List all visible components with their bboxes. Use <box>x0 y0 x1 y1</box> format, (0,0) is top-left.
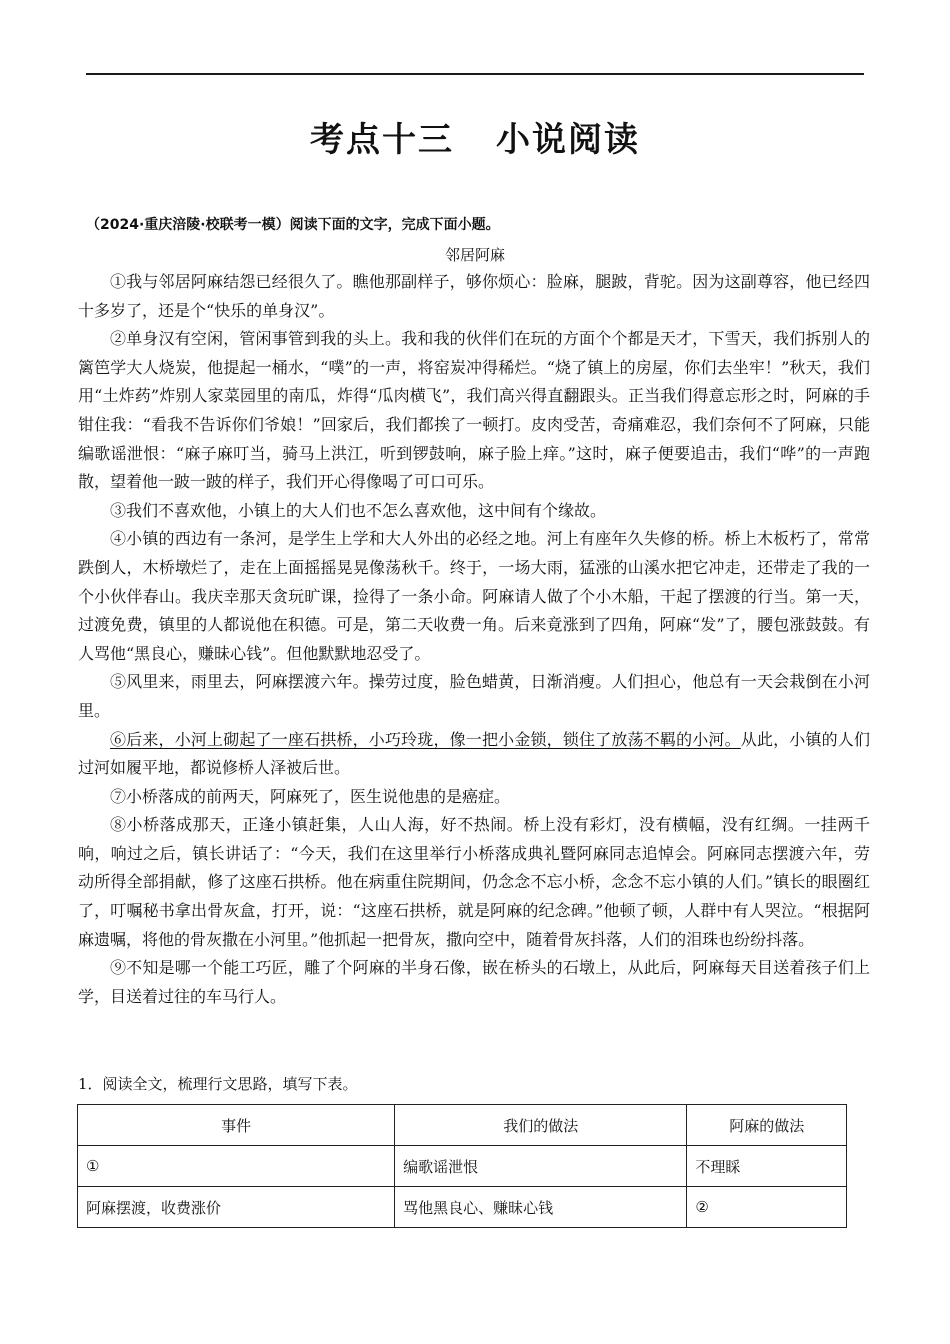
table-header-row <box>78 1105 847 1146</box>
paragraph-7: ⑦小桥落成的前两天，阿麻死了，医生说他患的是癌症。 <box>110 786 511 806</box>
table-cell: 编歌谣泄恨 <box>395 1146 687 1187</box>
header-cell-our-actions: 我们的做法 <box>395 1105 687 1146</box>
title-part-2: 小说阅读 <box>496 120 640 160</box>
paragraph-6 <box>78 726 870 783</box>
question-1: 1．阅读全文，梳理行文思路，填写下表。 <box>78 1075 358 1093</box>
table-row <box>78 1187 847 1228</box>
table-row <box>78 1146 847 1187</box>
paragraph-1: ①我与邻居阿麻结怨已经很久了。瞧他那副样子，够你烦心：脸麻，腿跛，背驼。因为这副尊容，他已经四十多岁了，还是个“快乐的单身汉”。 <box>78 272 870 320</box>
header-cell-event: 事件 <box>78 1105 395 1146</box>
underlined-sentence: ⑥后来，小河上砌起了一座石拱桥，小巧玲珑，像一把小金锁，锁住了放荡不羁的小河。 <box>110 729 741 749</box>
table-cell: ② <box>687 1187 847 1228</box>
paragraph-3: ③我们不喜欢他，小镇上的大人们也不怎么喜欢他，这中间有个缘故。 <box>110 500 607 520</box>
answer-table <box>77 1104 847 1228</box>
title-part-1: 考点十三 <box>310 120 454 160</box>
paragraph-8: ⑧小桥落成那天，正逢小镇赶集，人山人海，好不热闹。桥上没有彩灯，没有横幅，没有红绸。一挂两千响，响过之后，镇长讲话了：“今天，我们在这里举行小桥落成典礼暨阿麻同志追悼会。阿麻同志摆渡六年，劳动所得全部捐献，修了这座石拱桥。他在病重住院期间，仍念念不忘小桥，念念不忘小镇的人们。”镇长的眼圈红了，叮嘱秘书拿出骨灰盒，打开，说：“这座石拱桥，就是阿麻的纪念碑。”他顿了顿，人群中有人哭泣。“根据阿麻遗嘱，将他的骨灰撒在小河里。”他抓起一把骨灰，撒向空中，随着骨灰抖落，人们的泪珠也纷纷抖落。 <box>78 815 870 949</box>
page-title <box>0 112 950 161</box>
story-title: 邻居阿麻 <box>444 246 505 264</box>
paragraph-2: ②单身汉有空闲，管闲事管到我的头上。我和我的伙伴们在玩的方面个个都是天才，下雪天，我们拆别人的篱笆学大人烧炭，他提起一桶水，“噗”的一声，将窑炭冲得稀烂。“烧了镇上的房屋，你们去坐牢！”秋天，我们用“土炸药”炸别人家菜园里的南瓜，炸得“瓜肉横飞”，我们高兴得直翻跟头。正当我们得意忘形之时，阿麻的手钳住我：“看我不告诉你们爷娘！”回家后，我们都挨了一顿打。皮肉受苦，奇痛难忍，我们奈何不了阿麻，只能编歌谣泄恨：“麻子麻叮当，骑马上洪江，听到锣鼓响，麻子脸上痒。”这时，麻子便要追击，我们“哗”的一声跑散，望着他一跛一跛的样子，我们开心得像喝了可口可乐。 <box>78 329 870 492</box>
table-cell: ① <box>78 1146 395 1187</box>
top-rule <box>86 73 864 75</box>
paragraph-9: ⑨不知是哪一个能工巧匠，雕了个阿麻的半身石像，嵌在桥头的石墩上，从此后，阿麻每天目送着孩子们上学，目送着过往的车马行人。 <box>78 958 870 1006</box>
story-body <box>78 268 870 1011</box>
table-cell: 骂他黑良心、赚昧心钱 <box>395 1187 687 1228</box>
paragraph-5: ⑤风里来，雨里去，阿麻摆渡六年。操劳过度，脸色蜡黄，日渐消瘦。人们担心，他总有一天会栽倒在小河里。 <box>78 672 870 720</box>
table-cell: 不理睬 <box>687 1146 847 1187</box>
header-cell-ama-actions: 阿麻的做法 <box>687 1105 847 1146</box>
table-cell: 阿麻摆渡，收费涨价 <box>78 1187 395 1228</box>
paragraph-4: ④小镇的西边有一条河，是学生上学和大人外出的必经之地。河上有座年久失修的桥。桥上木板朽了，常常跌倒人，木桥墩烂了，走在上面摇摇晃晃像荡秋千。终于，一场大雨，猛涨的山溪水把它冲走，还带走了我的一个小伙伴春山。我庆幸那天贪玩旷课，捡得了一条小命。阿麻请人做了个小木船，干起了摆渡的行当。第一天，过渡免费，镇里的人都说他在积德。可是，第二天收费一角。后来竟涨到了四角，阿麻“发”了，腰包涨鼓鼓。有人骂他“黑良心，赚昧心钱”。但他默默地忍受了。 <box>78 529 870 663</box>
question-header: （2024·重庆涪陵·校联考一模）阅读下面的文字，完成下面小题。 <box>86 217 500 233</box>
paragraph-6-rest: 从此，小镇的人们过河如履平地，都说修桥人泽被后世。 <box>78 729 870 778</box>
